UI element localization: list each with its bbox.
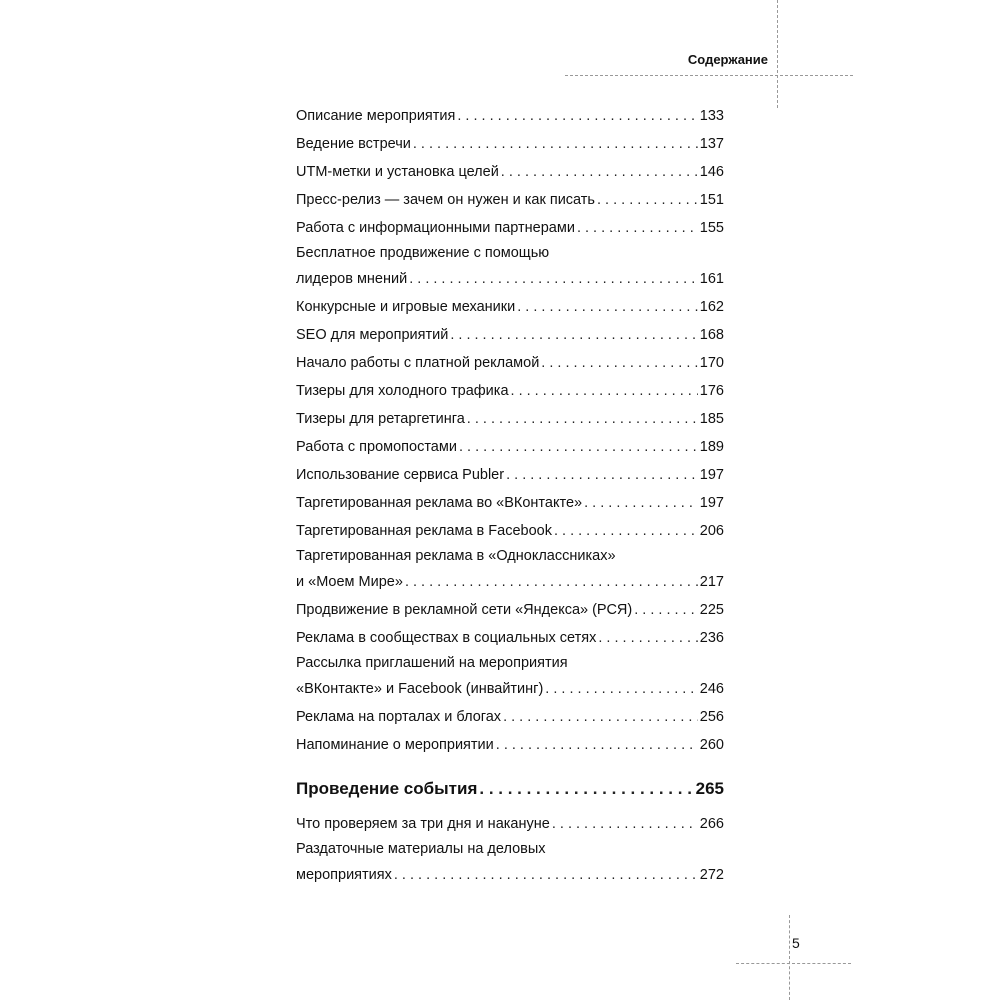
- toc-entry-title: «ВКонтакте» и Facebook (инвайтинг): [296, 681, 544, 697]
- toc-entry: [296, 321, 724, 349]
- toc-entry-title: Напоминание о мероприятии: [296, 737, 494, 753]
- toc-entry-title: Пресс-релиз — зачем он нужен и как писать: [296, 192, 595, 208]
- toc-page-number: 260: [699, 737, 724, 753]
- toc-entry: [296, 433, 724, 461]
- dot-leader: [541, 349, 698, 377]
- dot-leader: [554, 517, 698, 545]
- crop-mark-horizontal-bottom: [736, 963, 851, 964]
- toc-page-number: 168: [699, 327, 724, 343]
- toc-entry-title: Проведение события: [296, 779, 478, 798]
- toc-entry: [296, 293, 724, 321]
- dot-leader: [457, 102, 697, 130]
- toc-entry: [296, 624, 724, 652]
- toc-entry-title: Тизеры для ретаргетинга: [296, 411, 465, 427]
- toc-entry-title: Продвижение в рекламной сети «Яндекса» (РСЯ): [296, 602, 633, 618]
- dot-leader: [552, 810, 698, 838]
- dot-leader: [597, 186, 698, 214]
- toc-page-number: 185: [699, 411, 724, 427]
- toc-entry: [296, 102, 724, 130]
- toc-entry-title: Таргетированная реклама в Facebook: [296, 523, 552, 539]
- running-header: Содержание: [687, 52, 768, 67]
- dot-leader: [409, 265, 698, 293]
- dot-leader: [511, 377, 698, 405]
- toc-entry: [296, 731, 724, 759]
- toc-page-number: 189: [699, 439, 724, 455]
- toc-entry: [296, 652, 724, 703]
- toc-entry: [296, 158, 724, 186]
- toc-page-number: 236: [699, 630, 724, 646]
- toc-section-heading: [296, 774, 724, 804]
- toc-page-number: 266: [699, 816, 724, 832]
- dot-leader: [517, 293, 698, 321]
- toc-entry-title: Работа с информационными партнерами: [296, 220, 575, 236]
- toc-page-number: 217: [699, 574, 724, 590]
- toc-entry: [296, 405, 724, 433]
- dot-leader: [467, 405, 698, 433]
- toc-entry-title: лидеров мнений: [296, 271, 408, 287]
- dot-leader: [479, 774, 693, 804]
- toc-entry: [296, 130, 724, 158]
- dot-leader: [459, 433, 698, 461]
- toc-page-number: 161: [699, 271, 724, 287]
- dot-leader: [545, 675, 698, 703]
- toc-page-number: 272: [699, 867, 724, 883]
- table-of-contents: [296, 102, 724, 889]
- toc-entry: [296, 461, 724, 489]
- dot-leader: [584, 489, 698, 517]
- page-number: 5: [792, 935, 800, 951]
- toc-entry-title: Конкурсные и игровые механики: [296, 299, 516, 315]
- toc-entry-title: Тизеры для холодного трафика: [296, 383, 509, 399]
- toc-page-number: 197: [699, 467, 724, 483]
- toc-entry-title: Ведение встречи: [296, 136, 411, 152]
- dot-leader: [405, 568, 698, 596]
- toc-entry: [296, 349, 724, 377]
- toc-entry: [296, 517, 724, 545]
- toc-entry: [296, 489, 724, 517]
- crop-mark-vertical-top: [777, 0, 778, 108]
- toc-entry: [296, 545, 724, 596]
- toc-page-number: 225: [699, 602, 724, 618]
- toc-page-number: 246: [699, 681, 724, 697]
- toc-entry-title: мероприятиях: [296, 867, 392, 883]
- dot-leader: [503, 703, 698, 731]
- toc-entry-title-line: Рассылка приглашений на мероприятия: [296, 655, 568, 671]
- toc-entry-title: UTM-метки и установка целей: [296, 164, 499, 180]
- toc-entry-title: Работа с промопостами: [296, 439, 457, 455]
- toc-entry: [296, 186, 724, 214]
- toc-entry-title-line: Раздаточные материалы на деловых: [296, 841, 546, 857]
- toc-entry-title: и «Моем Мире»: [296, 574, 403, 590]
- toc-page-number: 146: [699, 164, 724, 180]
- crop-mark-vertical-bottom: [789, 915, 790, 1000]
- toc-entry: [296, 377, 724, 405]
- toc-entry-title: Таргетированная реклама во «ВКонтакте»: [296, 495, 583, 511]
- toc-page-number: 170: [699, 355, 724, 371]
- toc-page-number: 162: [699, 299, 724, 315]
- toc-page-number: 151: [699, 192, 724, 208]
- toc-page-number: 256: [699, 709, 724, 725]
- toc-entry-title: Описание мероприятия: [296, 108, 456, 124]
- toc-page-number: 265: [695, 779, 724, 798]
- toc-entry: [296, 596, 724, 624]
- dot-leader: [501, 158, 698, 186]
- dot-leader: [506, 461, 698, 489]
- toc-entry-title: Реклама в сообществах в социальных сетях: [296, 630, 597, 646]
- dot-leader: [577, 214, 698, 242]
- toc-entry-title-line: Таргетированная реклама в «Одноклассниках»: [296, 548, 616, 564]
- dot-leader: [496, 731, 698, 759]
- toc-entry-title: Начало работы с платной рекламой: [296, 355, 540, 371]
- toc-page-number: 176: [699, 383, 724, 399]
- toc-entry: [296, 703, 724, 731]
- toc-entry-title: Использование сервиса Publer: [296, 467, 505, 483]
- dot-leader: [394, 861, 698, 889]
- toc-entry: [296, 214, 724, 242]
- dot-leader: [634, 596, 698, 624]
- toc-entry-title: Реклама на порталах и блогах: [296, 709, 502, 725]
- toc-entry-title: Что проверяем за три дня и накануне: [296, 816, 550, 832]
- toc-entry: [296, 838, 724, 889]
- toc-page-number: 133: [699, 108, 724, 124]
- toc-page-number: 137: [699, 136, 724, 152]
- toc-entry-title: SEO для мероприятий: [296, 327, 449, 343]
- toc-page-number: 155: [699, 220, 724, 236]
- toc-entry-title-line: Бесплатное продвижение с помощью: [296, 245, 550, 261]
- dot-leader: [450, 321, 697, 349]
- toc-page-number: 197: [699, 495, 724, 511]
- dot-leader: [598, 624, 697, 652]
- crop-mark-horizontal-top: [565, 75, 853, 76]
- toc-page-number: 206: [699, 523, 724, 539]
- dot-leader: [413, 130, 698, 158]
- toc-entry: [296, 242, 724, 293]
- toc-entry: [296, 810, 724, 838]
